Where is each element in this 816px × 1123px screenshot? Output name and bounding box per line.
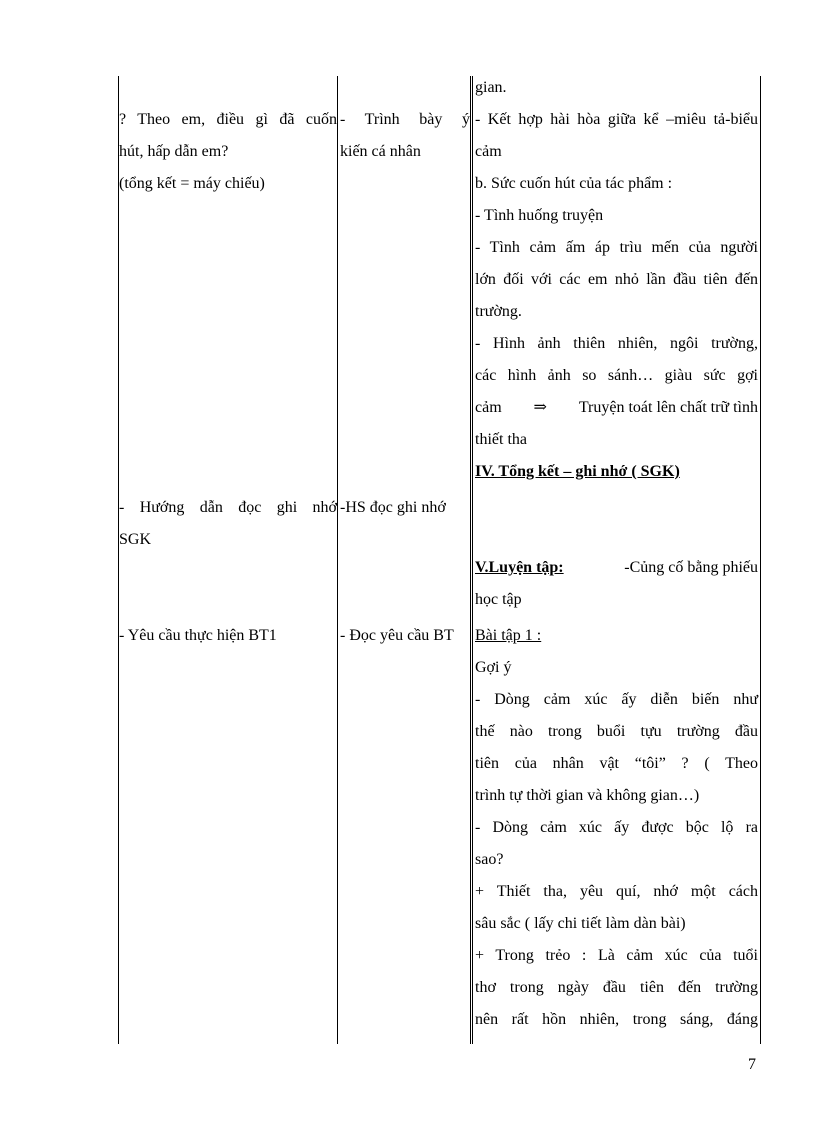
- answer-1-line-2: kiến cá nhân: [340, 143, 421, 160]
- question-1-line-2: hút, hấp dẫn em?: [119, 143, 229, 160]
- content-text: cảm: [475, 399, 502, 416]
- content-line: - Tình cảm ấm áp trìu mến của người: [475, 239, 758, 256]
- table-border-col1-col2: [337, 76, 338, 1044]
- content-line: - Kết hợp hài hòa giữa kể –miêu tả-biểu: [475, 111, 758, 128]
- answer-1-line-1: - Trình bày ý: [340, 111, 470, 128]
- content-line: lớn đối với các em nhỏ lần đầu tiên đến: [475, 271, 758, 288]
- content-line: + Thiết tha, yêu quí, nhớ một cách: [475, 883, 758, 900]
- content-line: thơ trong ngày đầu tiên đến trường: [475, 979, 758, 996]
- content-line: sâu sắc ( lấy chi tiết làm dàn bài): [475, 915, 686, 932]
- practice-note: -Củng cố bằng phiếu: [624, 559, 758, 576]
- content-line: nên rất hồn nhiên, trong sáng, đáng: [475, 1011, 758, 1028]
- practice-heading: V.Luyện tập:: [475, 559, 564, 576]
- content-line: - Tình huống truyện: [475, 207, 604, 224]
- implies-arrow-icon: ⇒: [533, 399, 547, 416]
- instruction-3-line-1: - Yêu cầu thực hiện BT1: [119, 627, 277, 644]
- content-line: trường.: [475, 303, 522, 320]
- content-line: tiên của nhân vật “tôi” ? ( Theo: [475, 755, 758, 772]
- content-line: - Dòng cảm xúc ấy diễn biến như: [475, 691, 758, 708]
- page-number: 7: [748, 1056, 756, 1073]
- exercise-heading: Bài tập 1 :: [475, 627, 542, 644]
- section-heading-summary: IV. Tổng kết – ghi nhớ ( SGK): [475, 463, 680, 480]
- table-border-right: [760, 76, 761, 1044]
- instruction-2-line-2: SGK: [119, 531, 152, 548]
- content-line: trình tự thời gian và không gian…): [475, 787, 700, 804]
- content-line: các hình ảnh so sánh… giàu sức gợi: [475, 367, 758, 384]
- content-line: thế nào trong buổi tựu trường đầu: [475, 723, 758, 740]
- section-heading-practice: [475, 552, 758, 584]
- content-line: cảm: [475, 143, 502, 160]
- question-1-line-3: (tổng kết = máy chiếu): [119, 175, 265, 192]
- content-line: Gợi ý: [475, 659, 512, 676]
- content-line: [475, 392, 758, 424]
- content-text: Truyện toát lên chất trữ tình: [578, 399, 758, 416]
- table-border-col2-col3: [470, 76, 473, 1044]
- question-1-line-1: ? Theo em, điều gì đã cuốn: [119, 111, 337, 128]
- subheading-line: b. Sức cuốn hút của tác phẩm :: [475, 175, 673, 192]
- content-line: - Hình ảnh thiên nhiên, ngôi trường,: [475, 335, 758, 352]
- table-border-left: [118, 76, 119, 1044]
- content-line: học tập: [475, 591, 522, 608]
- answer-3-line-1: - Đọc yêu cầu BT: [340, 627, 454, 644]
- answer-2-line-1: -HS đọc ghi nhớ: [340, 499, 446, 516]
- content-line: + Trong trẻo : Là cảm xúc của tuổi: [475, 947, 758, 964]
- content-line: - Dòng cảm xúc ấy được bộc lộ ra: [475, 819, 758, 836]
- instruction-2-line-1: - Hướng dẫn đọc ghi nhớ: [119, 499, 337, 516]
- content-line: sao?: [475, 851, 504, 868]
- content-line: gian.: [475, 79, 507, 96]
- content-line: thiết tha: [475, 431, 527, 448]
